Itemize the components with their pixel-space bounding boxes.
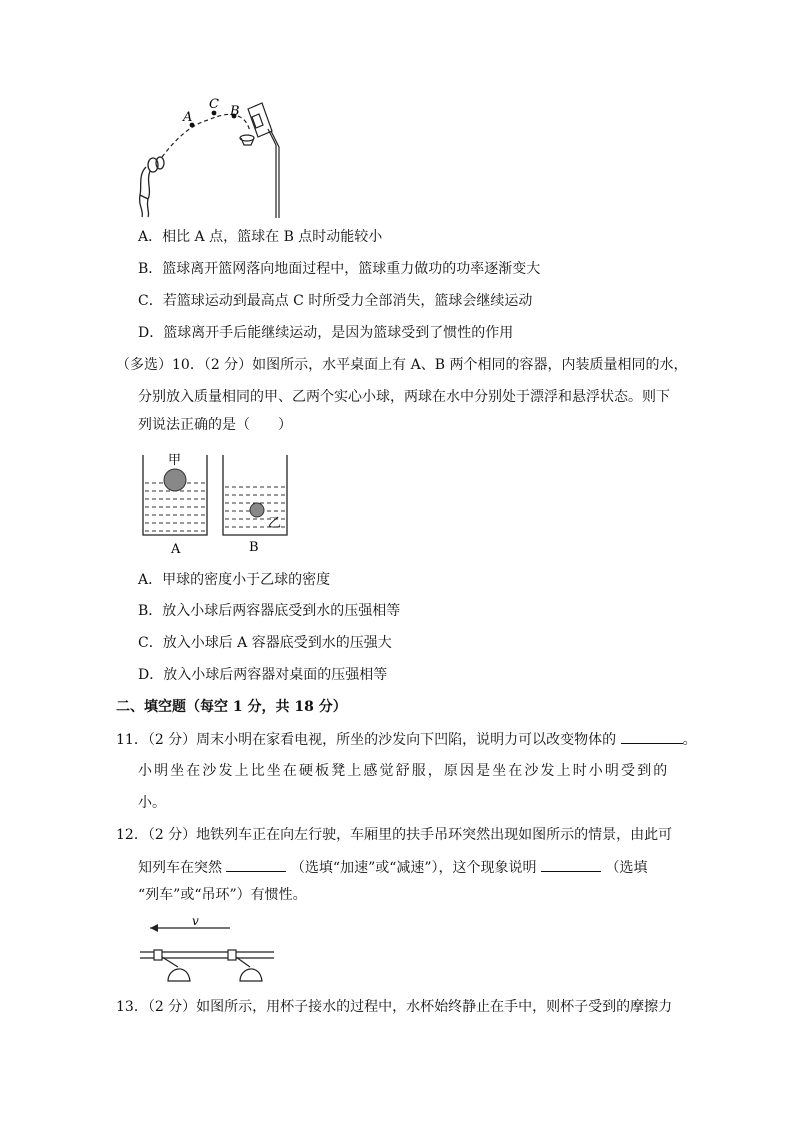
q13-line-1: 13．（2 分）如图所示，用杯子接水的过程中，水杯始终静止在手中，则杯子受到的摩擦力 [116, 999, 673, 1015]
q10-option-a: A．甲球的密度小于乙球的密度 [138, 572, 331, 588]
container-b [223, 455, 287, 535]
point-b-label: B [230, 104, 240, 119]
velocity-arrow [150, 924, 230, 932]
q12-line-2-start: 知列车在突然 [138, 860, 222, 876]
basketball-trajectory-figure [130, 95, 290, 220]
q10-line-2: 分别放入质量相同的甲、乙两个实心小球，两球在水中分别处于漂浮和悬浮状态。则下 [138, 389, 670, 405]
container-a [143, 453, 207, 535]
q10-option-d: D．放入小球后两容器对桌面的压强相等 [138, 667, 388, 683]
q11-line-3: 小。 [138, 795, 166, 811]
q12-line-2-end: （选填 [605, 860, 648, 876]
trajectory-path [162, 114, 250, 157]
basketball-hoop [240, 103, 279, 218]
point-a-label: A [183, 110, 193, 125]
handrail [140, 950, 274, 960]
q12-blank-1[interactable] [226, 857, 286, 872]
q9-option-d: D．篮球离开手后能继续运动，是因为篮球受到了惯性的作用 [138, 325, 514, 341]
q12-line-2-middle: （选填“加速”或“减速”），这个现象说明 [290, 860, 537, 876]
section-2-title: 二、填空题（每空 1 分，共 18 分） [116, 699, 347, 715]
ball-jia-label: 甲 [168, 453, 182, 468]
container-b-label: B [249, 540, 259, 555]
q11-line-1 [116, 729, 697, 750]
q11-line-1-end: 。 [682, 732, 697, 748]
ball-jia [164, 469, 186, 491]
q9-option-b: B．篮球离开篮网落向地面过程中，篮球重力做功的功率逐渐变大 [138, 261, 541, 277]
container-a-label: A [171, 542, 181, 557]
q11-blank-1[interactable] [621, 729, 683, 744]
hanging-ring-2 [236, 957, 262, 981]
q10-line-1: （多选）10．（2 分）如图所示，水平桌面上有 A、B 两个相同的容器，内装质量相同的水， [116, 357, 688, 373]
q10-option-c: C．放入小球后 A 容器底受到水的压强大 [138, 635, 392, 651]
q12-line-1: 12．（2 分）地铁列车正在向左行驶，车厢里的扶手吊环突然出现如图所示的情景，由此可 [116, 827, 673, 843]
q10-line-3: 列说法正确的是（ ） [138, 417, 292, 433]
containers-figure [135, 447, 300, 557]
player-figure [140, 157, 164, 217]
point-c-label: C [209, 97, 219, 112]
q12-line-3: “列车”或“吊环”）有惯性。 [138, 887, 307, 903]
q10-option-b: B．放入小球后两容器底受到水的压强相等 [138, 603, 401, 619]
q9-option-a: A．相比 A 点，篮球在 B 点时动能较小 [138, 229, 383, 245]
velocity-label: v [192, 915, 199, 928]
q11-line-2: 小明坐在沙发上比坐在硬板凳上感觉舒服，原因是坐在沙发上时小明受到的 [138, 763, 670, 779]
ball-yi [250, 503, 264, 517]
q11-line-1-text: 11．（2 分）周末小明在家看电视，所坐的沙发向下凹陷，说明力可以改变物体的 [116, 732, 617, 748]
train-handles-figure [138, 915, 278, 985]
ball-yi-label: 乙 [268, 516, 282, 531]
q9-option-c: C．若篮球运动到最高点 C 时所受力全部消失，篮球会继续运动 [138, 293, 533, 309]
hanging-ring-1 [162, 957, 190, 981]
q12-line-2 [138, 857, 647, 878]
q12-blank-2[interactable] [541, 857, 601, 872]
